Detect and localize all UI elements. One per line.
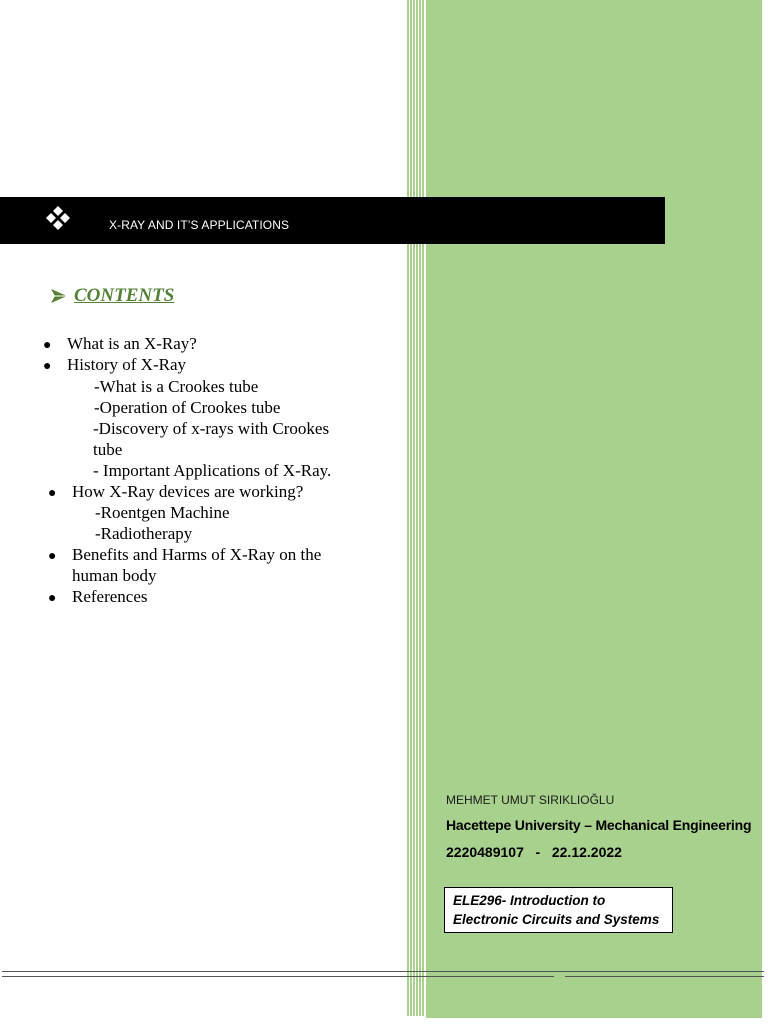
decor-right-rule (761, 0, 762, 1018)
bottom-rule (2, 976, 554, 977)
toc-item: What is an X-Ray? (67, 334, 197, 353)
arrow-bullet-icon (50, 288, 68, 304)
course-line-1: ELE296- Introduction to (453, 893, 606, 908)
toc-item: References (72, 587, 148, 606)
toc-subitem: tube (93, 440, 123, 459)
toc-subitem: -Discovery of x-rays with Crookes (93, 419, 330, 438)
decor-stripe (416, 0, 418, 1016)
bullet-icon: ● (43, 359, 52, 374)
university-line: Hacettepe University – Mechanical Engineering (446, 817, 752, 833)
decor-stripe (422, 0, 424, 1016)
toc-subitem: -Roentgen Machine (95, 503, 230, 522)
green-side-panel (426, 0, 761, 1018)
decor-stripe (407, 0, 409, 1016)
toc-subitem: -What is a Crookes tube (94, 377, 259, 396)
title-bar (0, 197, 665, 244)
decor-stripe (410, 0, 412, 1016)
bullet-icon: ● (48, 591, 57, 606)
toc-item: History of X-Ray (67, 355, 186, 374)
bullet-icon: ● (43, 338, 52, 353)
four-diamonds-icon (44, 204, 72, 232)
toc-item-continuation: human body (72, 566, 157, 585)
course-box (444, 887, 673, 933)
decor-stripe (413, 0, 415, 1016)
author-name: MEHMET UMUT SIRIKLIOĞLU (446, 793, 615, 807)
contents-heading-label: CONTENTS (74, 285, 175, 306)
document-title: X-RAY AND IT’S APPLICATIONS (109, 218, 290, 232)
toc-subitem: -Operation of Crookes tube (94, 398, 281, 417)
bottom-rule (2, 971, 764, 972)
course-line-2: Electronic Circuits and Systems (453, 912, 660, 927)
bottom-rule (565, 976, 764, 977)
toc-item: Benefits and Harms of X-Ray on the (72, 545, 322, 564)
toc-subitem: - Important Applications of X-Ray. (93, 461, 332, 480)
bullet-icon: ● (48, 549, 57, 564)
toc-item: How X-Ray devices are working? (72, 482, 304, 501)
contents-heading (50, 285, 174, 307)
student-id-date: 2220489107 - 22.12.2022 (446, 844, 622, 860)
decor-stripe (419, 0, 421, 1016)
toc-subitem: -Radiotherapy (95, 524, 193, 543)
bullet-icon: ● (48, 486, 57, 501)
